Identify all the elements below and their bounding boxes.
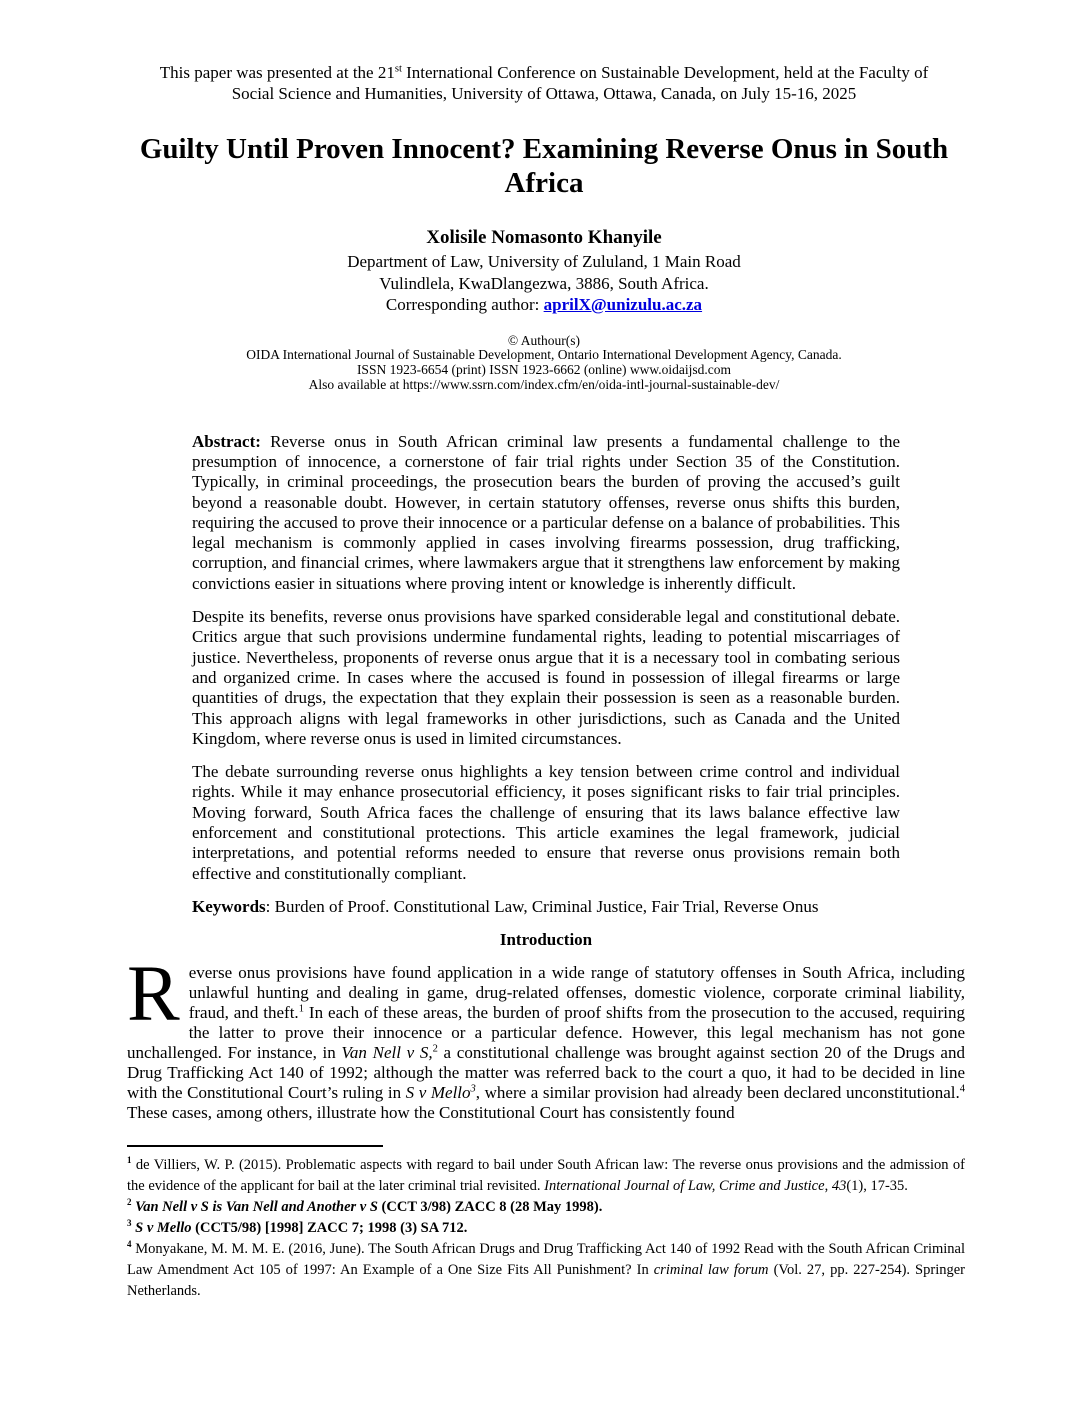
copyright-block <box>0 334 1088 393</box>
footnote-1: $^1$ de Villiers, W. P. (2015). Problematic aspects with regard to bail under South African law: The reverse onus provisions and the admission of the evidence of the applicant for bail at the later criminal trial revisited. International Journal of Law, Crime and Justice, 43(1), 17-35. <box>127 1155 965 1195</box>
author-affiliation-line2: Vulindlela, KwaDlangezwa, 3886, South Africa. <box>379 273 709 293</box>
introduction-heading: Introduction <box>499 930 593 950</box>
journal-name-line: OIDA International Journal of Sustainable Development, Ontario International Development Agency, Canada. <box>246 347 842 363</box>
footnotes-section <box>127 1155 965 1302</box>
availability-line: Also available at https://www.ssrn.com/index.cfm/en/oida-intl-journal-sustainable-dev/ <box>308 376 780 392</box>
corresponding-author-line: Corresponding author: aprilX@unizulu.ac.za <box>385 295 703 314</box>
introduction-paragraph <box>127 951 966 1123</box>
author-block <box>0 226 1088 316</box>
author-affiliation-line1: Department of Law, University of Zululand, 1 Main Road <box>347 252 741 271</box>
copyright-authors-line: © Authour(s) <box>507 332 581 348</box>
email-link[interactable]: aprilX@unizulu.ac.za <box>543 295 703 314</box>
introduction-text: everse onus provisions have found application in a wide range of statutory offenses in South Africa, including unlawful hunting and dealing in game, drug-related offenses, domestic violence, corporate criminal liability, fraud, and theft.$^1$ In each of these areas, the burden of proof shifts from the prosecution to the accused, requiring the latter to prove their innocence or a particular defence. However, this legal mechanism has not gone unchallenged. For instance, in Van Nell v S,$^2$ a constitutional challenge was brought against section 20 of the Drugs and Drug Trafficking Act 140 of 1992; although the matter was referred back to the court a quo, it had to be decided in line with the Constitutional Court’s ruling in S v Mello$^3$, where a similar provision had already been declared unconstitutional.$^4$ These cases, among others, illustrate how the Constitutional Court has consistently found <box>127 963 966 1123</box>
paper-title: Guilty Until Proven Innocent? Examining Reverse Onus in South Africa <box>139 133 949 199</box>
footnote-4: $^4$ Monyakane, M. M. M. E. (2016, June). The South African Drugs and Drug Trafficking Act 140 of 1992 Read with the South African Criminal Law Amendment Act 105 of 1997: An Example of a One Size Fits All Punishment? In criminal law forum (Vol. 27, pp. 227-254). Springer Netherlands. <box>127 1239 965 1300</box>
author-name: Xolisile Nomasonto Khanyile <box>426 227 662 248</box>
abstract-paragraph-1: Abstract: Reverse onus in South African criminal law presents a fundamental challenge to the presumption of innocence, a cornerstone of fair trial rights under Section 35 of the Constitution. Typically, in criminal proceedings, the prosecution bears the burden of proving the accused’s guilt beyond a reasonable doubt. However, in certain statutory offenses, reverse onus shifts this burden, requiring the accused to prove their innocence or a particular defense on a balance of probabilities. This legal mechanism is commonly applied in cases involving firearms possession, drug trafficking, corruption, and financial crimes, where lawmakers argue that it strengthens law enforcement by making convictions easier in situations where proving intent or knowledge is inherently difficult. <box>192 431 900 593</box>
footnote-3: $^3$ S v Mello (CCT5/98) [1998] ZACC 7; 1998 (3) SA 712. <box>127 1218 468 1237</box>
abstract-section <box>127 432 965 951</box>
conference-note: This paper was presented at the 21st International Conference on Sustainable Development, held at the Faculty of Social Science and Humanities, University of Ottawa, Ottawa, Canada, on July 15-16, 2025 <box>159 63 929 103</box>
drop-cap: R <box>127 951 180 1039</box>
abstract-paragraph-2: Despite its benefits, reverse onus provisions have sparked considerable legal and constitutional debate. Critics argue that such provisions undermine fundamental rights, leading to potential miscarriages of justice. Nevertheless, proponents of reverse onus argue that it is a necessary tool in combating serious and organized crime. In cases where the accused is found in possession of illegal firearms or large quantities of drugs, the expectation that they explain their possession is seen as a reasonable burden. This approach aligns with legal frameworks in other jurisdictions, such as Canada and the United Kingdom, where reverse onus is used in limited circumstances. <box>192 607 900 748</box>
keywords-line: Keywords: Burden of Proof. Constitutional Law, Criminal Justice, Fair Trial, Reverse Onus <box>192 896 819 916</box>
abstract-paragraph-3: The debate surrounding reverse onus highlights a key tension between crime control and individual rights. While it may enhance prosecutorial efficiency, it poses significant risks to fair trial principles. Moving forward, South Africa faces the challenge of ensuring that its laws balance effective law enforcement and constitutional protections. This article examines the legal framework, judicial interpretations, and potential reforms needed to ensure that reverse onus provisions remain both effective and constitutionally compliant. <box>192 762 900 883</box>
page-content <box>0 432 1088 1303</box>
footnote-2: $^2$ Van Nell v S is Van Nell and Another v S (CCT 3/98) ZACC 8 (28 May 1998). <box>127 1197 603 1216</box>
footnote-separator <box>127 1145 383 1147</box>
issn-line: ISSN 1923-6654 (print) ISSN 1923-6662 (online) www.oidaijsd.com <box>356 362 732 378</box>
